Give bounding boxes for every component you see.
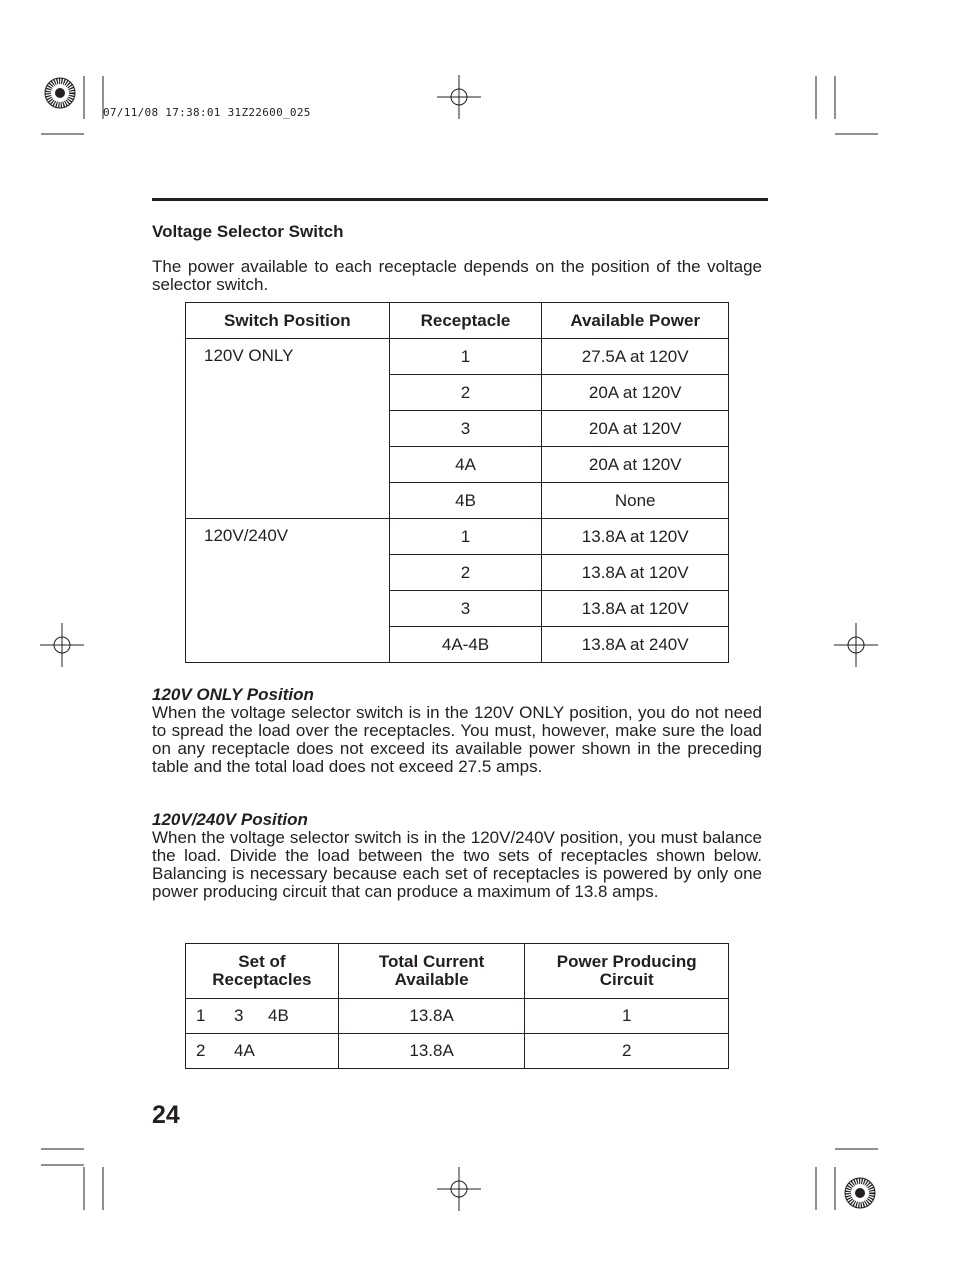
header-total-current — [338, 944, 525, 999]
power-cell: 13.8A at 240V — [542, 627, 729, 663]
header-receptacle: Receptacle — [389, 303, 542, 339]
crosshair-left — [40, 623, 84, 667]
receptacle-cell: 4A-4B — [389, 627, 542, 663]
receptacle-cell: 3 — [389, 411, 542, 447]
power-cell: None — [542, 483, 729, 519]
current-cell: 13.8A — [338, 1034, 525, 1069]
header-line: Power Producing — [556, 952, 697, 971]
print-slug: 07/11/08 17:38:01 31Z22600_025 — [103, 106, 311, 119]
receptacle-set-table — [185, 943, 729, 1069]
receptacle-cell: 1 — [389, 339, 542, 375]
set-item: 3 — [234, 1006, 244, 1025]
switch-position-cell: 120V/240V — [186, 519, 390, 663]
receptacle-cell: 2 — [389, 375, 542, 411]
power-cell: 20A at 120V — [542, 375, 729, 411]
header-rule — [152, 198, 768, 201]
page-number: 24 — [152, 1101, 180, 1129]
receptacle-cell: 3 — [389, 591, 542, 627]
receptacle-set-cell — [186, 1034, 339, 1069]
table-row — [186, 1034, 729, 1069]
receptacle-cell: 4A — [389, 447, 542, 483]
power-cell: 13.8A at 120V — [542, 519, 729, 555]
header-line: Total Current — [378, 952, 485, 971]
receptacle-cell: 4B — [389, 483, 542, 519]
receptacle-cell: 2 — [389, 555, 542, 591]
starburst-top-left — [45, 78, 75, 108]
circuit-cell: 2 — [525, 1034, 729, 1069]
crosshair-bottom — [437, 1167, 481, 1211]
receptacle-set-cell — [186, 999, 339, 1034]
crosshair-right — [834, 623, 878, 667]
switch-position-cell: 120V ONLY — [186, 339, 390, 519]
table-row — [186, 999, 729, 1034]
power-cell: 13.8A at 120V — [542, 591, 729, 627]
set-item: 4B — [268, 1006, 289, 1025]
power-cell: 20A at 120V — [542, 411, 729, 447]
set-item: 1 — [196, 1006, 206, 1025]
header-line: Circuit — [599, 970, 654, 989]
table-row — [186, 339, 729, 375]
set-item: 4A — [234, 1041, 255, 1060]
intro-paragraph: The power available to each receptacle depends on the position of the voltage selector switch. — [152, 257, 762, 294]
header-available-power: Available Power — [542, 303, 729, 339]
current-cell: 13.8A — [338, 999, 525, 1034]
power-cell: 20A at 120V — [542, 447, 729, 483]
section-title: Voltage Selector Switch — [152, 222, 344, 241]
only-position-heading: 120V ONLY Position — [152, 685, 314, 704]
header-line: Set of — [238, 952, 286, 971]
receptacle-power-table — [185, 302, 729, 663]
dual-position-heading: 120V/240V Position — [152, 810, 308, 829]
power-cell: 27.5A at 120V — [542, 339, 729, 375]
receptacle-cell: 1 — [389, 519, 542, 555]
header-line: Receptacles — [212, 970, 312, 989]
header-power-circuit — [525, 944, 729, 999]
circuit-cell: 1 — [525, 999, 729, 1034]
power-cell: 13.8A at 120V — [542, 555, 729, 591]
header-line: Available — [394, 970, 469, 989]
dual-position-paragraph: When the voltage selector switch is in the 120V/240V position, you must balance the load. Divide the load between the two sets of receptacles shown below. Balancing is necessary because each set of receptacles is powered by only one power producing circuit that can produce a maximum of 13.8 amps. — [152, 828, 762, 901]
crosshair-top — [437, 75, 481, 119]
set-item: 2 — [196, 1041, 206, 1060]
table-row — [186, 519, 729, 555]
header-set-of-receptacles — [186, 944, 339, 999]
only-position-paragraph: When the voltage selector switch is in the 120V ONLY position, you do not need to spread the load over the receptacles. You must, however, make sure the load on any receptacle does not exceed its available power shown in the preceding table and the total load does not exceed 27.5 amps. — [152, 703, 762, 776]
header-switch-position: Switch Position — [186, 303, 390, 339]
starburst-bottom-right — [845, 1178, 875, 1208]
